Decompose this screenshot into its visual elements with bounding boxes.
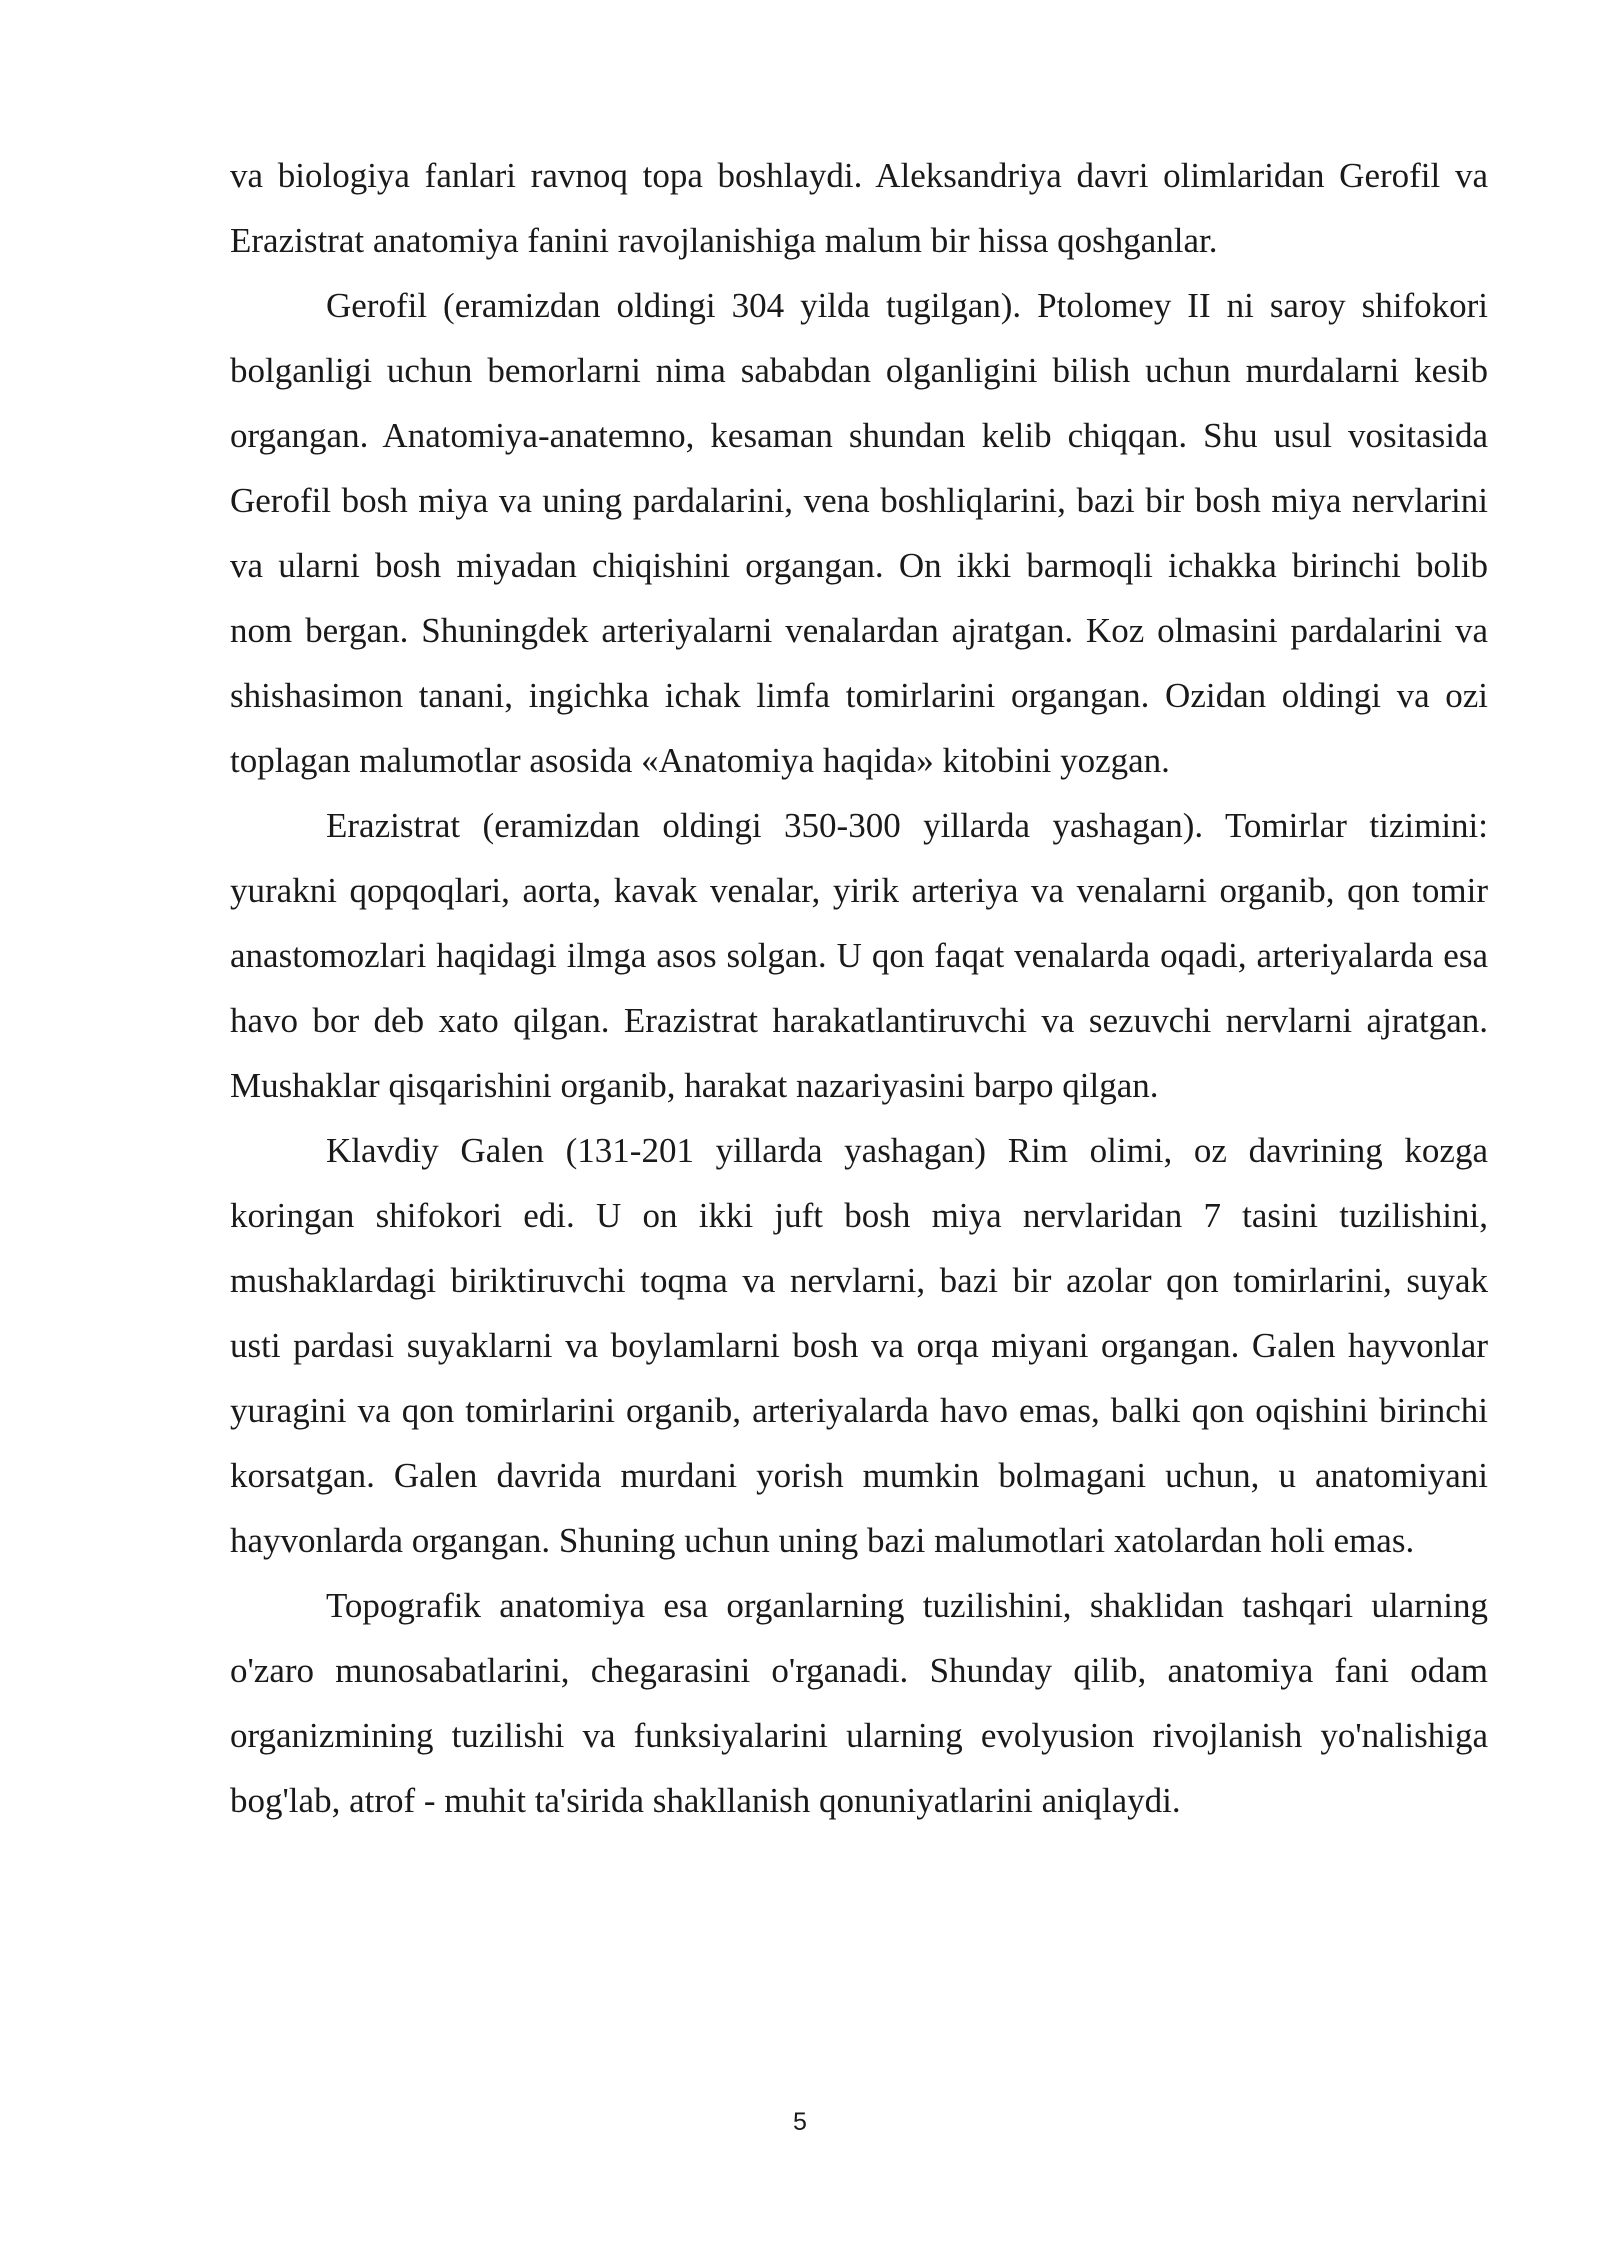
paragraph-5: Topografik anatomiya esa organlarning tuzilishini, shaklidan tashqari ularning o'zaro munosabatlarini, chegarasini o'rganadi. Shunday qilib, anatomiya fani odam organizmining tuzilishi va funksiyalarini ularning evolyusion rivojlanish yo'nalishiga bog'lab, atrof - muhit ta'sirida shakllanish qonuniyatlarini aniqlaydi. bbox=[230, 1586, 1488, 1820]
paragraph-1: va biologiya fanlari ravnoq topa boshlaydi. Aleksandriya davri olimlaridan Gerofil va Erazistrat anatomiya fanini ravojlanishiga malum bir hissa qoshganlar. bbox=[230, 156, 1488, 260]
page-number: 5 bbox=[793, 2108, 807, 2136]
paragraph-2: Gerofil (eramizdan oldingi 304 yilda tugilgan). Ptolomey II ni saroy shifokori bolganligi uchun bemorlarni nima sababdan olganligini bilish uchun murdalarni kesib organgan. Anatomiya-anatemno, kesaman shundan kelib chiqqan. Shu usul vositasida Gerofil bosh miya va uning pardalarini, vena boshliqlarini, bazi bir bosh miya nervlarini va ularni bosh miyadan chiqishini organgan. On ikki barmoqli ichakka birinchi bolib nom bergan. Shuningdek arteriyalarni venalardan ajratgan. Koz olmasini pardalarini va shishasimon tanani, ingichka ichak limfa tomirlarini organgan. Ozidan oldingi va ozi toplagan malumotlar asosida «Anatomiya haqida» kitobini yozgan. bbox=[230, 286, 1488, 780]
body-text bbox=[230, 143, 1488, 1833]
paragraph-3: Erazistrat (eramizdan oldingi 350-300 yillarda yashagan). Tomirlar tizimini: yurakni qopqoqlari, aorta, kavak venalar, yirik arteriya va venalarni organib, qon tomir anastomozlari haqidagi ilmga asos solgan. U qon faqat venalarda oqadi, arteriyalarda esa havo bor deb xato qilgan. Erazistrat harakatlantiruvchi va sezuvchi nervlarni ajratgan. Mushaklar qisqarishini organib, harakat nazariyasini barpo qilgan. bbox=[230, 806, 1488, 1105]
paragraph-4: Klavdiy Galen (131-201 yillarda yashagan) Rim olimi, oz davrining kozga koringan shifokori edi. U on ikki juft bosh miya nervlaridan 7 tasini tuzilishini, mushaklardagi biriktiruvchi toqma va nervlarni, bazi bir azolar qon tomirlarini, suyak usti pardasi suyaklarni va boylamlarni bosh va orqa miyani organgan. Galen hayvonlar yuragini va qon tomirlarini organib, arteriyalarda havo emas, balki qon oqishini birinchi korsatgan. Galen davrida murdani yorish mumkin bolmagani uchun, u anatomiyani hayvonlarda organgan. Shuning uchun uning bazi malumotlari xatolardan holi emas. bbox=[230, 1131, 1488, 1560]
